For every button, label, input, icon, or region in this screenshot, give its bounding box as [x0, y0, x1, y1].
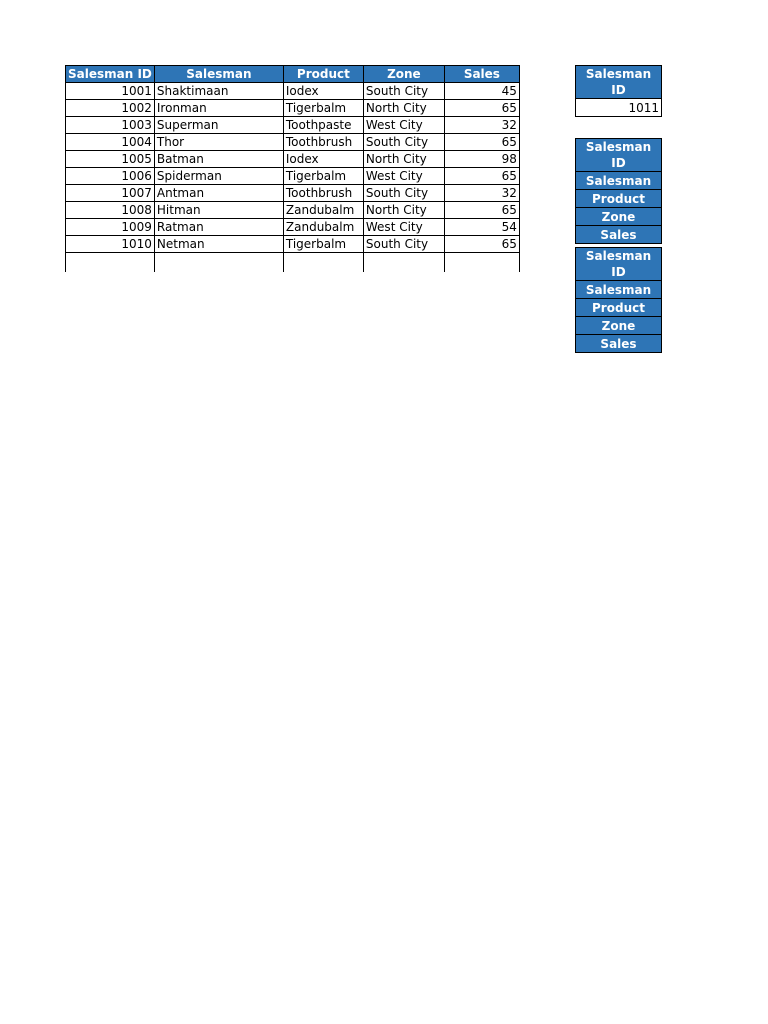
table-row: [66, 202, 520, 219]
cell-product[interactable]: Iodex: [283, 151, 363, 168]
cell-salesman-id[interactable]: 1009: [66, 219, 155, 236]
cell-sales[interactable]: 32: [444, 185, 519, 202]
cell-salesman[interactable]: Netman: [154, 236, 283, 253]
lookup-box: [575, 65, 662, 117]
table-row: [66, 117, 520, 134]
cell-sales[interactable]: 45: [444, 83, 519, 100]
table-row: [66, 100, 520, 117]
lookup-input-cell[interactable]: 1011: [576, 99, 662, 117]
cell-sales[interactable]: 65: [444, 100, 519, 117]
lookup-header[interactable]: Salesman ID: [576, 66, 662, 99]
table-row: [66, 168, 520, 185]
cell-sales[interactable]: 65: [444, 202, 519, 219]
table-row: [66, 219, 520, 236]
empty-cell[interactable]: [66, 253, 155, 272]
cell-salesman-id[interactable]: 1006: [66, 168, 155, 185]
empty-cell[interactable]: [154, 253, 283, 272]
table-row: [66, 83, 520, 100]
cell-sales[interactable]: 32: [444, 117, 519, 134]
header-salesman[interactable]: Salesman: [154, 66, 283, 83]
cell-product[interactable]: Toothbrush: [283, 185, 363, 202]
cell-salesman-id[interactable]: 1010: [66, 236, 155, 253]
empty-cell[interactable]: [363, 253, 444, 272]
label-zone[interactable]: Zone: [576, 208, 662, 226]
cell-zone[interactable]: South City: [363, 83, 444, 100]
cell-product[interactable]: Tigerbalm: [283, 168, 363, 185]
cell-zone[interactable]: West City: [363, 117, 444, 134]
empty-cell[interactable]: [444, 253, 519, 272]
cell-zone[interactable]: South City: [363, 236, 444, 253]
cell-salesman[interactable]: Hitman: [154, 202, 283, 219]
cell-salesman[interactable]: Antman: [154, 185, 283, 202]
cell-zone[interactable]: West City: [363, 219, 444, 236]
cell-zone[interactable]: North City: [363, 151, 444, 168]
cell-sales[interactable]: 54: [444, 219, 519, 236]
cell-salesman[interactable]: Thor: [154, 134, 283, 151]
cell-product[interactable]: Tigerbalm: [283, 236, 363, 253]
cell-zone[interactable]: South City: [363, 134, 444, 151]
cell-salesman-id[interactable]: 1004: [66, 134, 155, 151]
cell-salesman[interactable]: Batman: [154, 151, 283, 168]
cell-salesman[interactable]: Shaktimaan: [154, 83, 283, 100]
labels-box-1: [575, 138, 662, 244]
cell-salesman[interactable]: Ironman: [154, 100, 283, 117]
table-row: [66, 151, 520, 168]
label-salesman[interactable]: Salesman: [576, 281, 662, 299]
cell-zone[interactable]: West City: [363, 168, 444, 185]
header-salesman-id[interactable]: Salesman ID: [66, 66, 155, 83]
header-sales[interactable]: Sales: [444, 66, 519, 83]
cell-zone[interactable]: North City: [363, 100, 444, 117]
cell-sales[interactable]: 98: [444, 151, 519, 168]
header-zone[interactable]: Zone: [363, 66, 444, 83]
cell-product[interactable]: Zandubalm: [283, 219, 363, 236]
cell-salesman[interactable]: Ratman: [154, 219, 283, 236]
cell-salesman-id[interactable]: 1008: [66, 202, 155, 219]
cell-sales[interactable]: 65: [444, 134, 519, 151]
cell-product[interactable]: Iodex: [283, 83, 363, 100]
label-product[interactable]: Product: [576, 299, 662, 317]
empty-row: [66, 253, 520, 272]
cell-product[interactable]: Tigerbalm: [283, 100, 363, 117]
cell-salesman[interactable]: Spiderman: [154, 168, 283, 185]
labels-box-2: [575, 247, 662, 353]
label-salesman-id[interactable]: Salesman ID: [576, 139, 662, 172]
cell-salesman-id[interactable]: 1007: [66, 185, 155, 202]
table-row: [66, 134, 520, 151]
table-row: [66, 236, 520, 253]
cell-sales[interactable]: 65: [444, 168, 519, 185]
cell-salesman[interactable]: Superman: [154, 117, 283, 134]
label-salesman[interactable]: Salesman: [576, 172, 662, 190]
cell-salesman-id[interactable]: 1001: [66, 83, 155, 100]
label-zone[interactable]: Zone: [576, 317, 662, 335]
label-salesman-id[interactable]: Salesman ID: [576, 248, 662, 281]
cell-product[interactable]: Toothpaste: [283, 117, 363, 134]
cell-product[interactable]: Zandubalm: [283, 202, 363, 219]
table-row: [66, 185, 520, 202]
label-product[interactable]: Product: [576, 190, 662, 208]
label-sales[interactable]: Sales: [576, 226, 662, 244]
empty-cell[interactable]: [283, 253, 363, 272]
cell-salesman-id[interactable]: 1005: [66, 151, 155, 168]
cell-zone[interactable]: South City: [363, 185, 444, 202]
cell-zone[interactable]: North City: [363, 202, 444, 219]
table-header-row: [66, 66, 520, 83]
cell-product[interactable]: Toothbrush: [283, 134, 363, 151]
cell-salesman-id[interactable]: 1003: [66, 117, 155, 134]
label-sales[interactable]: Sales: [576, 335, 662, 353]
header-product[interactable]: Product: [283, 66, 363, 83]
cell-salesman-id[interactable]: 1002: [66, 100, 155, 117]
cell-sales[interactable]: 65: [444, 236, 519, 253]
sales-data-table: [65, 65, 520, 272]
